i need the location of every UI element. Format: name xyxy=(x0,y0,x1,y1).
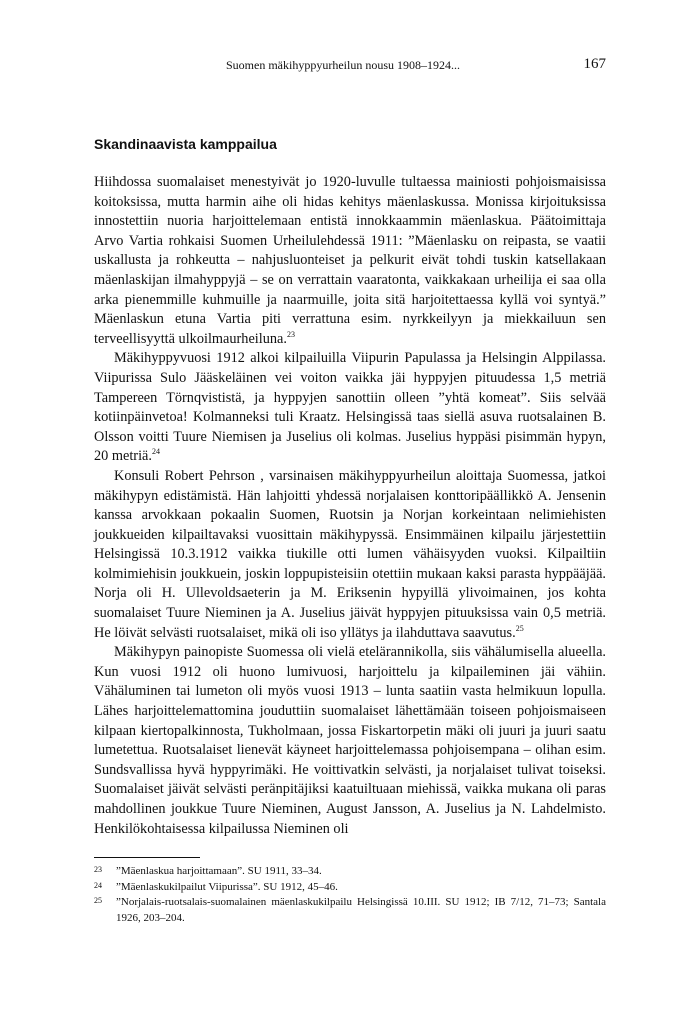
footnote-ref[interactable]: 24 xyxy=(151,447,160,457)
paragraph xyxy=(94,173,606,349)
footnotes xyxy=(94,864,606,926)
page-number: 167 xyxy=(583,56,606,72)
paragraph-text: Konsuli Robert Pehrson , varsinaisen mäkihyppyurheilun aloittaja Suomessa, jatkoi mäkihypyn edistämistä. Hän lahjoitti yhdessä norjalaisen konttoripäällikkö A. Jensenin kanssa arvokkaan pokaalin Suomen, Ruotsin ja Norjan korkeintaan nelimiehisten joukkueiden kilpailtavaksi vuosittain mäkihypyssä. Ensimmäinen kilpailu järjestettiin Helsingissä 10.3.1912 vaikka tiukille otti lumen vähäisyyden vuoksi. Kilpailtiin kolmimiehisin joukkuein, joskin loppupisteisiin otettiin mukaan kaksi parasta hyppääjää. Norja oli H. Ullevoldsaeterin ja M. Eriksenin hypyillä ylivoimainen, jos kohta suomalaiset Tuure Nieminen ja A. Juselius jäivät hyppyjen pituuksissa vain 0,5 metriä. He löivät selvästi ruotsalaiset, mikä oli iso yllätys ja ilahduttava saavutus. xyxy=(94,467,606,641)
paragraph xyxy=(94,349,606,467)
footnote xyxy=(94,895,606,926)
section-heading: Skandinaavista kamppailua xyxy=(94,136,277,152)
footnote xyxy=(94,864,606,880)
paragraph-text: Hiihdossa suomalaiset menestyivät jo 1920-luvulle tultaessa mainiosti pohjoismaisissa koitoksissa, mutta harmin aihe oli hidas kehitys mäenlaskussa. Monissa kirjoituksissa innostettiin nuoria harjoittelemaan entistä innokkaammin mäenlaskua. Päätoimittaja Arvo Vartia rohkaisi Suomen Urheilulehdessä 1911: ”Mäenlasku on reipasta, se vaatii uskallusta ja rohkeutta – nahjusluonteiset ja pelkurit eivät tohdi tuskin katsellakaan mäenlaskijan ilmahyppyjä – se on verrattain vaaratonta, vaikkakaan urheilija ei saa olla arka pienemmille kuhmuille ja naarmuille, joita sitä harjoitettaessa kyllä voi syntyä.” Mäenlaskun etuna Vartia piti verrattuna esim. nyrkkeilyyn ja miekkailuun sen terveellisyyttä ulkoilmaurheiluna. xyxy=(94,174,606,347)
running-head xyxy=(94,56,606,76)
paragraph-text: Mäkihypyn painopiste Suomessa oli vielä etelärannikolla, siis vähälumisella alueella. Kun vuosi 1912 oli huono lumivuosi, harjoittelu ja kilpaileminen jäi vähiin. Vähäluminen tai lumeton oli myös vuosi 1913 – lunta saatiin vasta helmikuun lopulla. Lähes harjoittelemattomina jouduttiin suomalaiset lähettämään toiseen pohjoismaiseen kilpaan kiertopalkinnosta, Tukholmaan, jossa Fiskartorpetin mäki oli juuri ja juuri saatu lumetettua. Ruotsalaiset lienevät käyneet harjoittelemassa pohjoisempana – olihan esim. Sundsvallissa hyvä hyppyrimäki. He voittivatkin selvästi, ja norjalaiset tulivat toiseksi. Suomalaiset jäivät selvästi peränpitäjiksi kaatuiltuaan miehissä, vaikka mukana oli paras mahdollinen joukkue Tuure Nieminen, August Jansson, A. Juselius ja N. Lahdelmisto. Henkilökohtaisessa kilpailussa Nieminen oli xyxy=(94,644,606,837)
paragraph xyxy=(94,643,606,839)
footnote-number: 25 xyxy=(94,896,102,905)
body-text xyxy=(94,173,606,839)
running-title: Suomen mäkihyppyurheilun nousu 1908–1924... xyxy=(226,58,460,72)
footnote-text: ”Mäenlaskukilpailut Viipurissa”. SU 1912, 45–46. xyxy=(116,880,338,893)
footnote-ref[interactable]: 25 xyxy=(515,623,524,633)
footnote-divider xyxy=(94,857,200,858)
footnote-number: 23 xyxy=(94,865,102,874)
footnote-number: 24 xyxy=(94,880,102,890)
footnote-text: ”Norjalais-ruotsalais-suomalainen mäenlaskukilpailu Helsingissä 10.III. SU 1912; IB 7/12, 71–73; Santala 1926, 203–204. xyxy=(116,896,606,924)
paragraph xyxy=(94,467,606,643)
footnote-ref[interactable]: 23 xyxy=(286,329,295,339)
footnote xyxy=(94,880,606,896)
footnote-text: ”Mäenlaskua harjoittamaan”. SU 1911, 33–34. xyxy=(116,865,322,877)
paragraph-text: Mäkihyppyvuosi 1912 alkoi kilpailuilla Viipurin Papulassa ja Helsingin Alppilassa. Viipurissa Sulo Jääskeläinen vei voiton vaikka jäi hyppyjen pituudessa 1,5 metriä Tampereen Törnqvististä, ja hyppyjen sanottiin olleen ”yhtä komeat”. Siis selvää kotiinpäinvetoa! Kolmanneksi tuli Kraatz. Helsingissä taas siellä asuva ruotsalainen B. Olsson voitti Tuure Niemisen ja Juselius oli kolmas. Juselius hyppäsi pisimmän hypyn, 20 metriä. xyxy=(94,350,606,465)
